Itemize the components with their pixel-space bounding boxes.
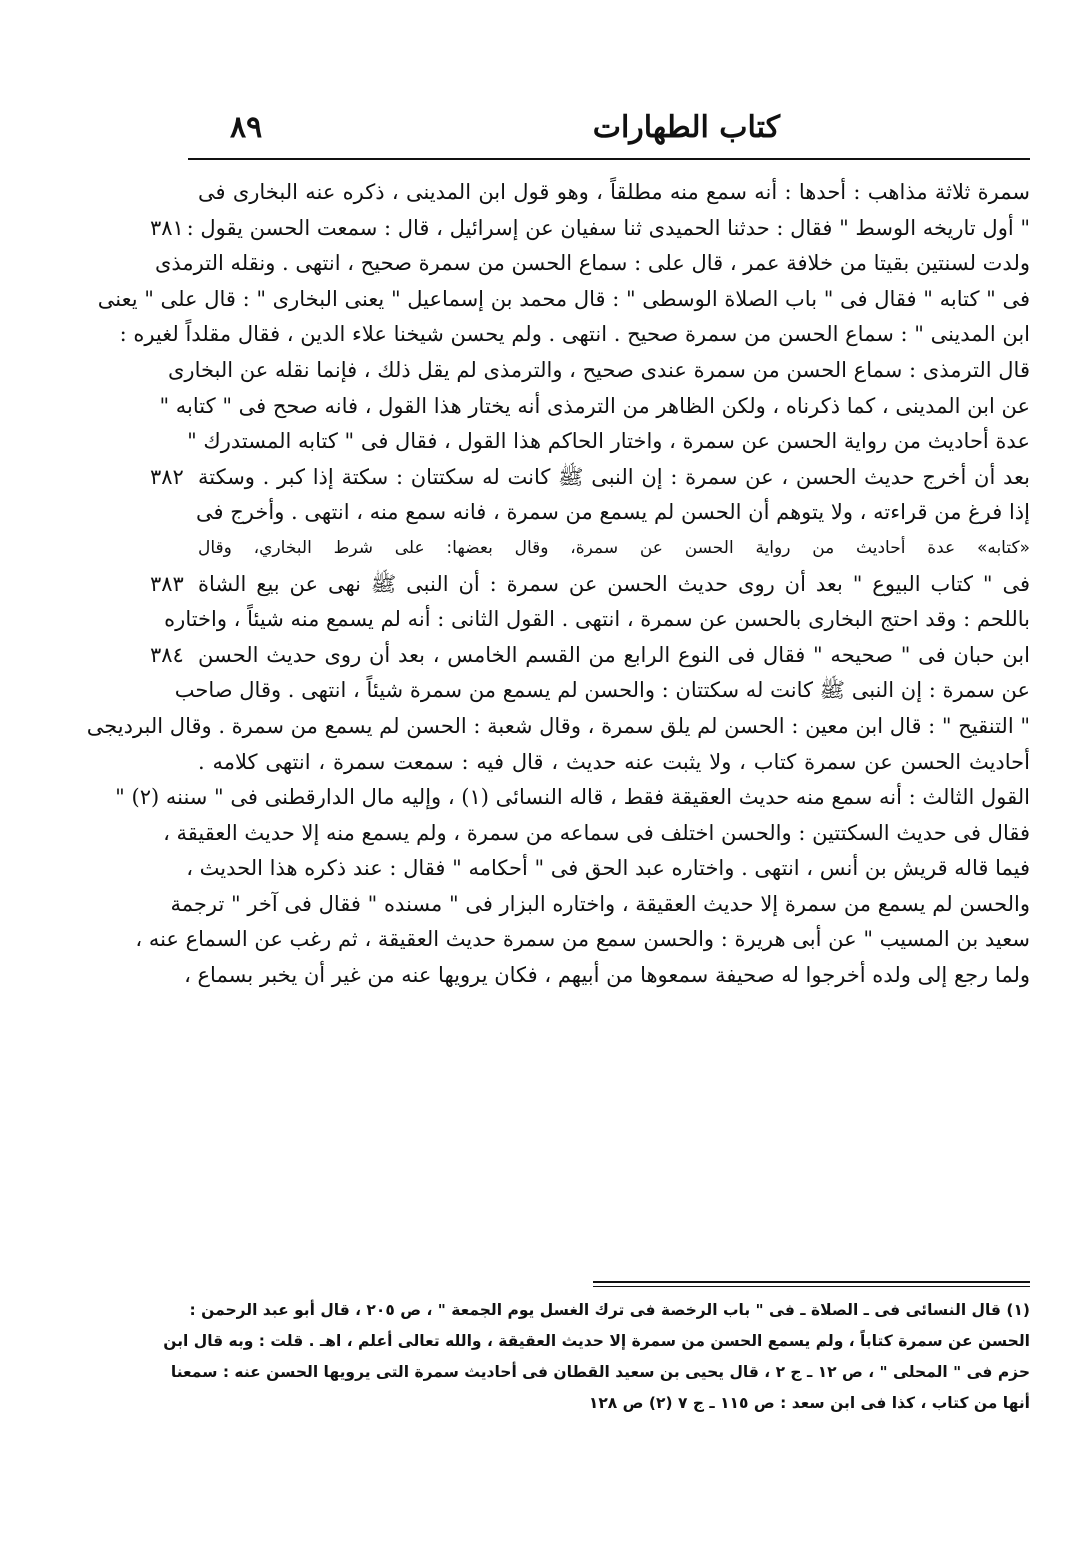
- text-line: [135, 922, 1030, 958]
- text-line: [150, 246, 1030, 282]
- text-line: [150, 851, 1030, 887]
- line-text: عدة أحاديث من رواية الحسن عن سمرة ، واختار الحاكم هذا القول ، فقال فى " كتابه المستدرك ": [187, 429, 1030, 454]
- text-line: [150, 353, 1030, 389]
- footnote-line: (١) قال النسائى فى ـ الصلاة ـ فى " باب الرخصة فى ترك الغسل يوم الجمعة " ، ص ٢٠٥ ، قال أبو عبد الرحمن :: [189, 1301, 1030, 1319]
- hadith-number: ٣٨٤: [150, 642, 184, 667]
- line-text: ابن حبان فى " صحيحه " فقال فى النوع الرابع من القسم الخامس ، بعد أن روى حديث الحسن: [198, 642, 1030, 667]
- text-line: [119, 317, 1030, 353]
- line-text: عن سمرة : إن النبى ﷺ كانت له سكتتان : والحسن لم يسمع من سمرة شيئاً ، انتهى . وقال صاحب: [174, 678, 1030, 703]
- text-line: [150, 673, 1030, 709]
- text-line: [150, 602, 1030, 638]
- text-line: [150, 745, 1030, 781]
- line-text: فقال فى حديث السكتتين : والحسن اختلف فى سماعه من سمرة ، ولم يسمع منه إلا حديث العقيقة ،: [163, 820, 1030, 845]
- text-line: [150, 460, 1030, 496]
- line-text: أحاديث الحسن عن سمرة كتاب ، ولا يثبت عنه حديث ، قال فيه : سمعت سمرة ، انتهى كلامه .: [198, 749, 1030, 774]
- line-text: سعيد بن المسيب " عن أبى هريرة : والحسن سمع من سمرة حديث العقيقة ، ثم رغب عن السماع عنه ،: [135, 927, 1030, 952]
- hadith-number: ٣٨٢: [150, 464, 184, 489]
- footnote-rule-thin: [593, 1286, 1030, 1287]
- text-line: [150, 424, 1030, 460]
- line-text: قال الترمذى : سماع الحسن من سمرة عندى صحيح ، والترمذى لم يقل ذلك ، فإنما نقله عن البخارى: [167, 357, 1030, 382]
- text-line: [150, 175, 1030, 211]
- page-header: [190, 110, 1030, 158]
- line-text: " أول تاريخه الوسط " فقال : حدثنا الحميدى ثنا سفيان عن إسرائيل ، قال : سمعت الحسن يقول :: [186, 215, 1030, 240]
- line-text: عن ابن المدينى ، كما ذكرناه ، ولكن الظاهر من الترمذى أنه يختار هذا القول ، فانه صحح فى " كتابه ": [159, 393, 1030, 418]
- text-line: [150, 816, 1030, 852]
- text-line: [150, 389, 1030, 425]
- page-number: ٨٩: [230, 110, 263, 145]
- line-text: ولما رجع إلى ولده أخرجوا له صحيفة سمعوها من أبيهم ، فكان يرويها عنه من غير أن يخبر بسماع ،: [184, 963, 1030, 988]
- line-text: فى " كتابه " فقال فى " باب الصلاة الوسطى " : قال محمد بن إسماعيل " يعنى البخارى " : قال على " يعنى: [97, 286, 1030, 311]
- line-text: سمرة ثلاثة مذاهب : أحدها : أنه سمع منه مطلقاً ، وهو قول ابن المدينى ، ذكره عنه البخارى فى: [198, 180, 1030, 204]
- footnotes: [163, 1295, 1030, 1419]
- text-line: [150, 887, 1030, 923]
- hadith-number: ٣٨٣: [150, 571, 184, 596]
- line-text: ولدت لسنتين بقيتا من خلافة عمر ، قال على : سماع الحسن من سمرة صحيح ، انتهى . ونقله الترمذى: [154, 251, 1030, 276]
- line-text: فيما قاله قريش بن أنس ، انتهى . واختاره عبد الحق فى " أحكامه " فقال : عند ذكره هذا الحديث ،: [186, 856, 1030, 881]
- text-line: [150, 638, 1030, 674]
- footnote-line: حزم فى " المحلى " ، ص ١٢ ـ ج ٢ ، قال يحيى بن سعيد القطان فى أحاديث سمرة التى يرويها الحسن عنه : سمعنا: [170, 1363, 1030, 1381]
- line-text: " التنقيح " : قال ابن معين : الحسن لم يلق سمرة ، وقال شعبة : الحسن لم يسمع من سمرة . وقال البرديجى: [86, 713, 1030, 738]
- header-rule: [188, 158, 1030, 160]
- footnote-line: أنها من كتاب ، كذا فى ابن سعد : ص ١١٥ ـ ج ٧ (٢) ص ١٢٨: [588, 1394, 1030, 1412]
- line-text: فى " كتاب البيوع " بعد أن روى حديث الحسن عن سمرة : أن النبى ﷺ نهى عن بيع الشاة: [198, 571, 1030, 596]
- line-text: باللحم : وقد احتج البخارى بالحسن عن سمرة ، انتهى . القول الثانى : أنه لم يسمع منه شيئاً ، واختاره: [164, 607, 1030, 632]
- footnote-line: الحسن عن سمرة كتاباً ، ولم يسمع الحسن من سمرة إلا حديث العقيقة ، والله تعالى أعلم ، اهـ . قلت : وبه قال ابن: [163, 1332, 1030, 1350]
- text-line: [150, 531, 1030, 567]
- text-line: [97, 282, 1030, 318]
- hadith-number: ٣٨١: [150, 215, 184, 240]
- line-text: والحسن لم يسمع من سمرة إلا حديث العقيقة ، واختاره البزار فى " مسنده " فقال فى آخر " ترجمة: [170, 891, 1030, 916]
- text-line: [150, 495, 1030, 531]
- main-text: [86, 175, 1030, 994]
- line-text: بعد أن أخرج حديث الحسن ، عن سمرة : إن النبى ﷺ كانت له سكتتان : سكتة إذا كبر . وسكتة: [198, 464, 1030, 489]
- text-line: [115, 780, 1030, 816]
- line-text: ابن المدينى " : سماع الحسن من سمرة صحيح . انتهى . ولم يحسن شيخنا علاء الدين ، فقال مقلداً لغيره :: [119, 322, 1030, 347]
- line-text: القول الثالث : أنه سمع منه حديث العقيقة فقط ، قاله النسائى (١) ، وإليه مال الدارقطنى فى " سننه (٢) ": [115, 785, 1030, 810]
- line-text: «كتابه» عدة أحاديث من رواية الحسن عن سمرة، وقال بعضها: على شرط البخاري، وقال: [198, 537, 1030, 558]
- footnote-rule: [593, 1281, 1030, 1283]
- text-line: [150, 958, 1030, 994]
- text-line: [150, 567, 1030, 603]
- text-line: [150, 211, 1030, 247]
- line-text: إذا فرغ من قراءته ، ولا يتوهم أن الحسن لم يسمع من سمرة ، فانه سمع منه ، انتهى . وأخرج فى: [196, 500, 1030, 525]
- text-line: [86, 709, 1030, 745]
- running-title: كتاب الطهارات: [592, 110, 780, 145]
